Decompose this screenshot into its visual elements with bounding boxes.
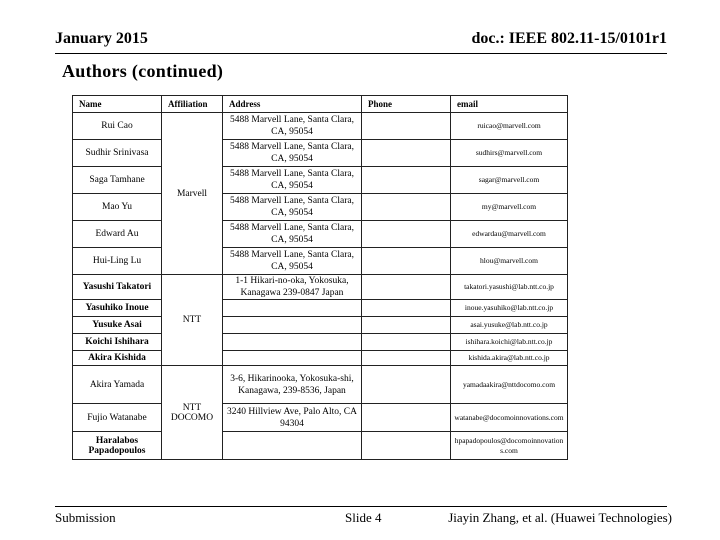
- phone-cell: [362, 248, 451, 275]
- header-date: January 2015: [55, 30, 148, 47]
- phone-cell: [362, 366, 451, 404]
- phone-cell: [362, 317, 451, 334]
- footer-rule: [55, 506, 667, 507]
- email-cell: hlou@marvell.com: [451, 248, 568, 275]
- address-cell: 1-1 Hikari-no-oka, Yokosuka, Kanagawa 239-0847 Japan: [223, 275, 362, 300]
- table-header-row: [73, 96, 568, 113]
- table-row: [73, 113, 568, 140]
- email-cell: watanabe@docomoinnovations.com: [451, 404, 568, 432]
- address-cell: 5488 Marvell Lane, Santa Clara, CA, 95054: [223, 248, 362, 275]
- address-cell: [223, 300, 362, 317]
- address-cell: [223, 351, 362, 366]
- author-name: Mao Yu: [73, 194, 162, 221]
- phone-cell: [362, 113, 451, 140]
- table-row: [73, 366, 568, 404]
- header-doc-id: doc.: IEEE 802.11-15/0101r1: [471, 30, 667, 47]
- affiliation-cell: NTT: [162, 275, 223, 366]
- column-header-affiliation: Affiliation: [162, 96, 223, 113]
- column-header-email: email: [451, 96, 568, 113]
- address-cell: 5488 Marvell Lane, Santa Clara, CA, 95054: [223, 113, 362, 140]
- email-cell: sagar@marvell.com: [451, 167, 568, 194]
- author-name: Akira Kishida: [73, 351, 162, 366]
- phone-cell: [362, 300, 451, 317]
- phone-cell: [362, 404, 451, 432]
- author-name: Yasushi Takatori: [73, 275, 162, 300]
- footer-authors: Jiayin Zhang, et al. (Huawei Technologies): [448, 510, 672, 525]
- table-row: [73, 351, 568, 366]
- address-cell: [223, 317, 362, 334]
- email-cell: takatori.yasushi@lab.ntt.co.jp: [451, 275, 568, 300]
- email-cell: kishida.akira@lab.ntt.co.jp: [451, 351, 568, 366]
- affiliation-cell: Marvell: [162, 113, 223, 275]
- phone-cell: [362, 334, 451, 351]
- table-row: [73, 221, 568, 248]
- author-name: Edward Au: [73, 221, 162, 248]
- email-cell: ishihara.koichi@lab.ntt.co.jp: [451, 334, 568, 351]
- header-rule: [55, 53, 667, 54]
- email-cell: hpapadopoulos@docomoinnovations.com: [451, 432, 568, 460]
- table-row: [73, 432, 568, 460]
- column-header-address: Address: [223, 96, 362, 113]
- phone-cell: [362, 221, 451, 248]
- footer-slide-number: Slide 4: [345, 510, 382, 525]
- phone-cell: [362, 351, 451, 366]
- phone-cell: [362, 194, 451, 221]
- author-name: Sudhir Srinivasa: [73, 140, 162, 167]
- email-cell: asai.yusuke@lab.ntt.co.jp: [451, 317, 568, 334]
- table-row: [73, 248, 568, 275]
- address-cell: [223, 334, 362, 351]
- address-cell: 3240 Hillview Ave, Palo Alto, CA 94304: [223, 404, 362, 432]
- table-row: [73, 404, 568, 432]
- footer-submission: Submission: [55, 510, 116, 525]
- address-cell: [223, 432, 362, 460]
- table-row: [73, 300, 568, 317]
- email-cell: ruicao@marvell.com: [451, 113, 568, 140]
- author-name: Hui-Ling Lu: [73, 248, 162, 275]
- author-name: Akira Yamada: [73, 366, 162, 404]
- email-cell: edwardau@marvell.com: [451, 221, 568, 248]
- phone-cell: [362, 167, 451, 194]
- email-cell: my@marvell.com: [451, 194, 568, 221]
- author-name: Yasuhiko Inoue: [73, 300, 162, 317]
- author-name: Rui Cao: [73, 113, 162, 140]
- author-name: Yusuke Asai: [73, 317, 162, 334]
- column-header-name: Name: [73, 96, 162, 113]
- author-name: Haralabos Papadopoulos: [73, 432, 162, 460]
- email-cell: yamadaakira@nttdocomo.com: [451, 366, 568, 404]
- author-name: Saga Tamhane: [73, 167, 162, 194]
- phone-cell: [362, 432, 451, 460]
- table-row: [73, 140, 568, 167]
- author-name: Koichi Ishihara: [73, 334, 162, 351]
- address-cell: 5488 Marvell Lane, Santa Clara, CA, 95054: [223, 140, 362, 167]
- phone-cell: [362, 140, 451, 167]
- author-name: Fujio Watanabe: [73, 404, 162, 432]
- column-header-phone: Phone: [362, 96, 451, 113]
- address-cell: 5488 Marvell Lane, Santa Clara, CA, 95054: [223, 194, 362, 221]
- address-cell: 3-6, Hikarinooka, Yokosuka-shi, Kanagawa, 239-8536, Japan: [223, 366, 362, 404]
- table-row: [73, 167, 568, 194]
- authors-table: [72, 95, 568, 460]
- email-cell: sudhirs@marvell.com: [451, 140, 568, 167]
- table-row: [73, 275, 568, 300]
- table-row: [73, 317, 568, 334]
- affiliation-cell: NTT DOCOMO: [162, 366, 223, 460]
- slide-title: Authors (continued): [62, 61, 224, 81]
- address-cell: 5488 Marvell Lane, Santa Clara, CA, 95054: [223, 167, 362, 194]
- email-cell: inoue.yasuhiko@lab.ntt.co.jp: [451, 300, 568, 317]
- table-row: [73, 194, 568, 221]
- phone-cell: [362, 275, 451, 300]
- table-row: [73, 334, 568, 351]
- address-cell: 5488 Marvell Lane, Santa Clara, CA, 95054: [223, 221, 362, 248]
